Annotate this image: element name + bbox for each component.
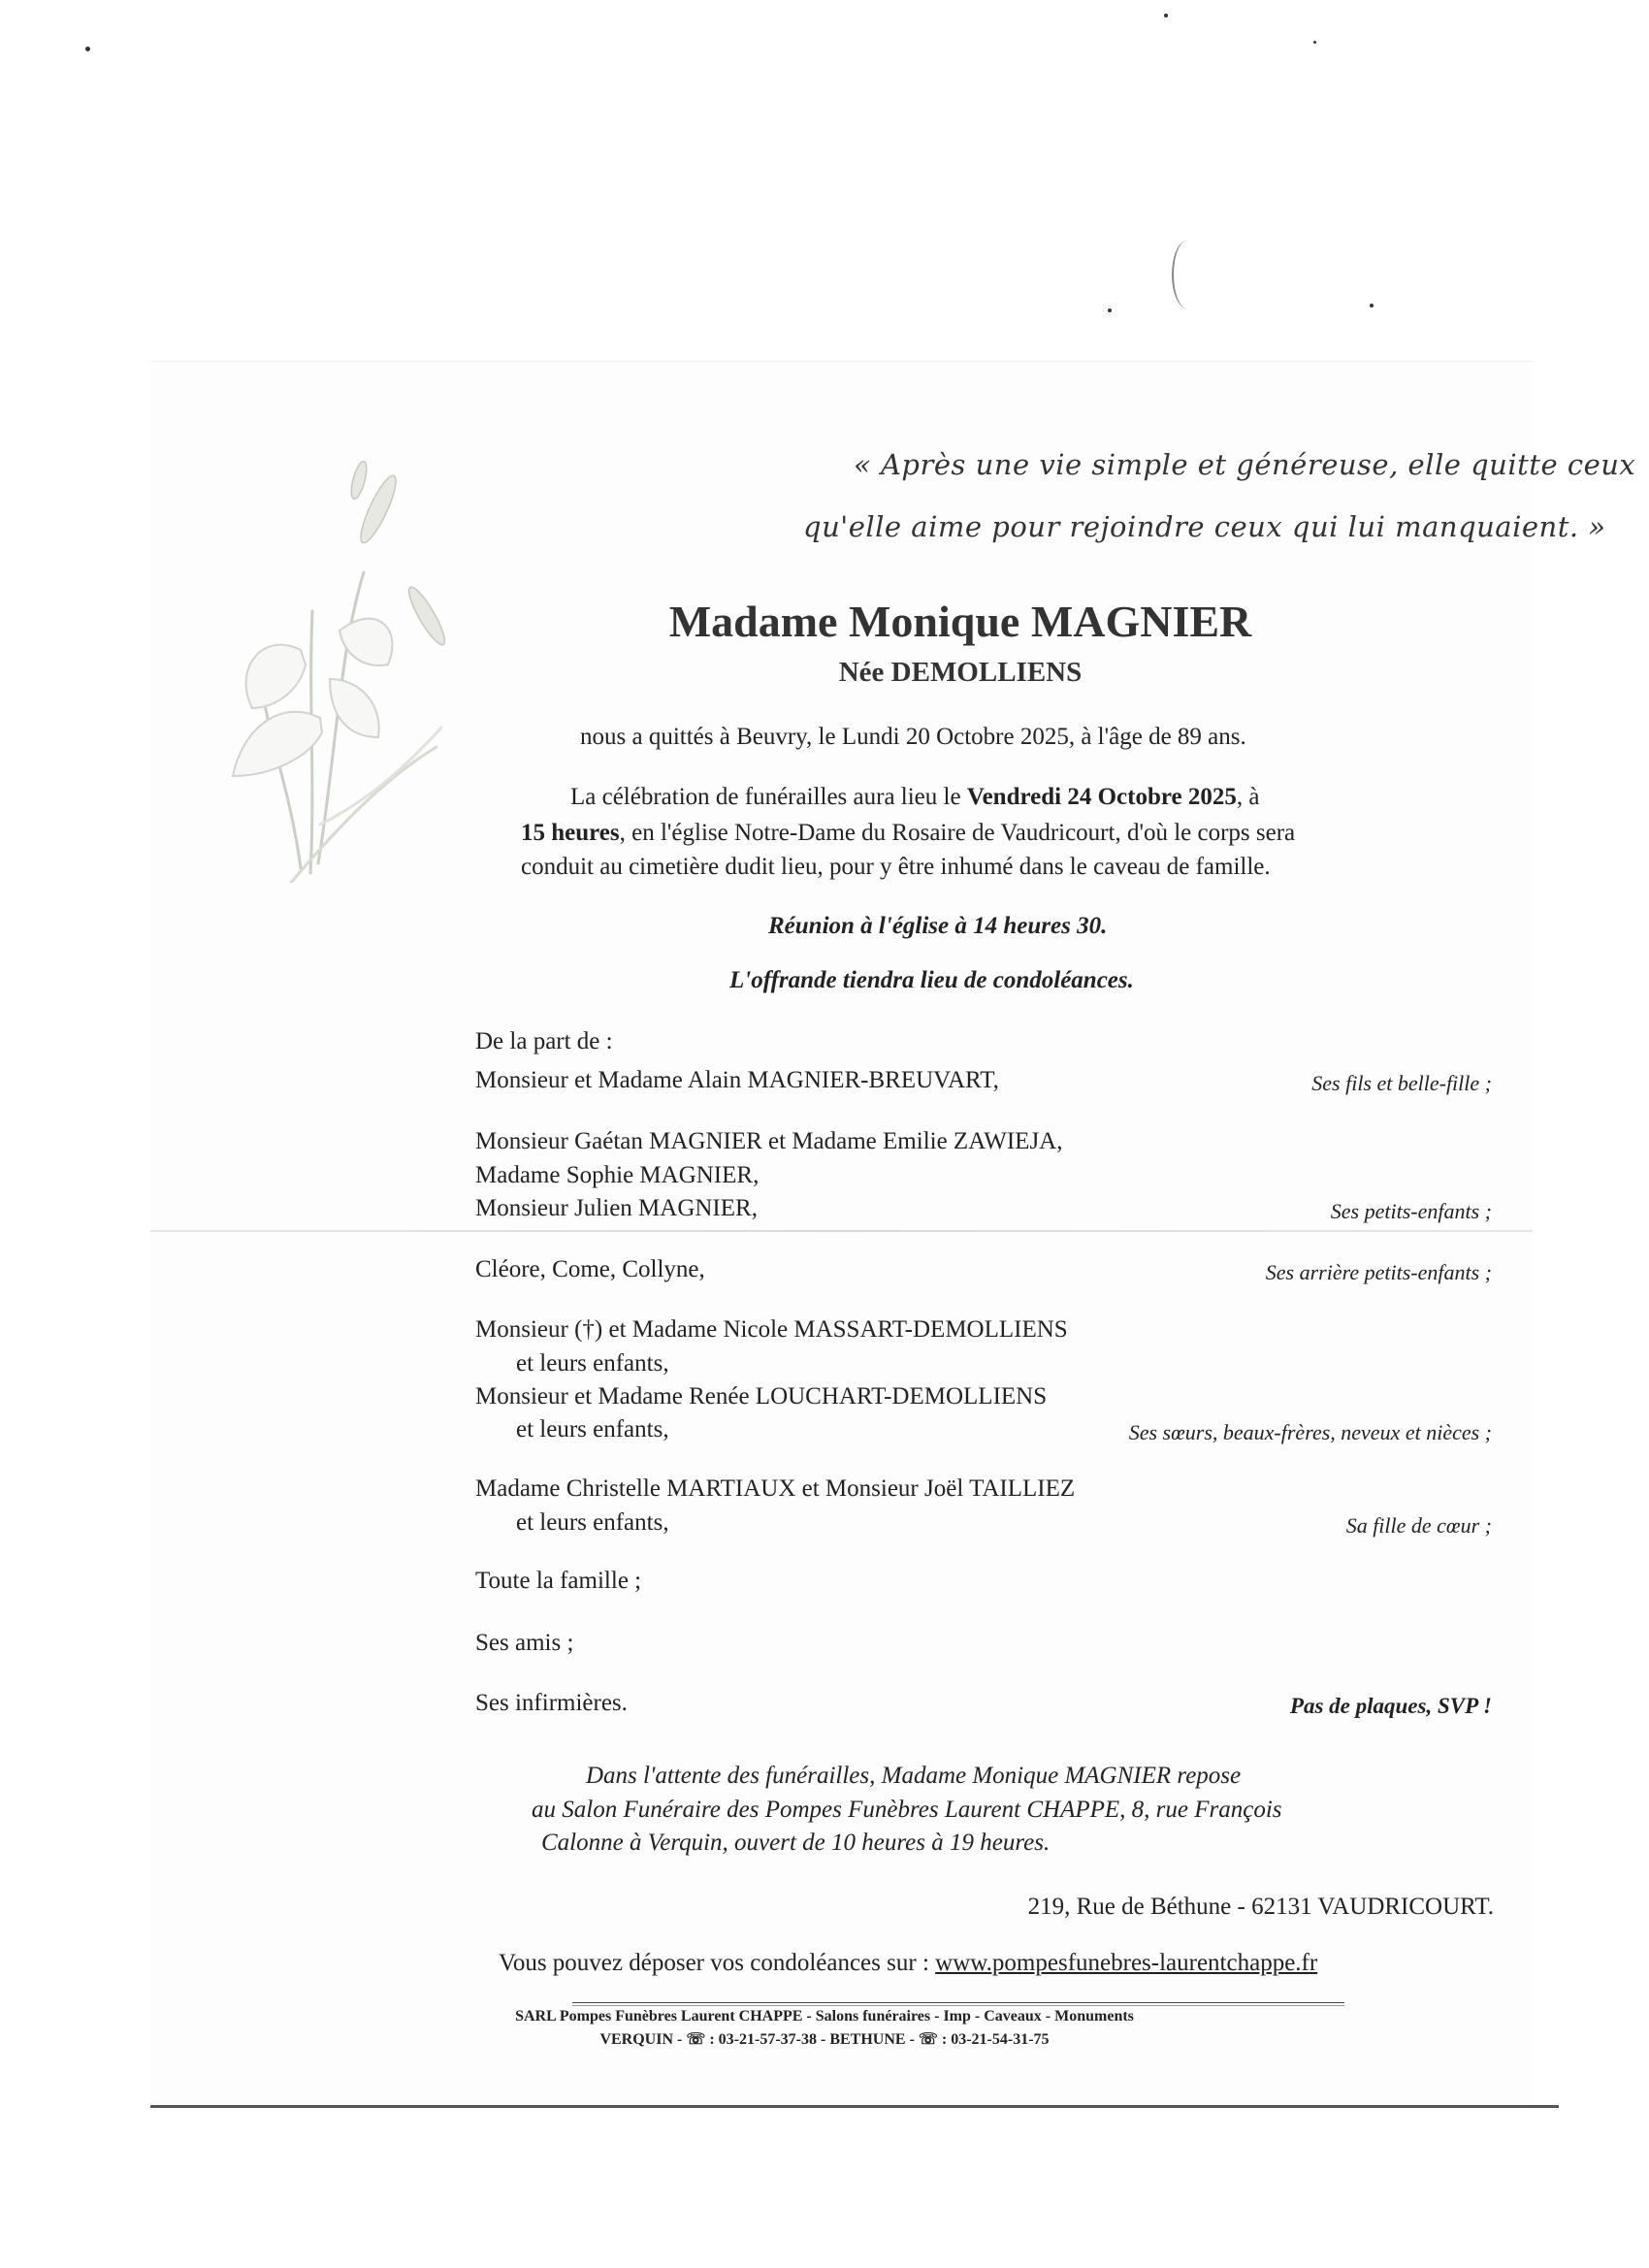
family-line: et leurs enfants, (516, 1509, 669, 1536)
announcement: nous a quittés à Beuvry, le Lundi 20 Octobre 2025, à l'âge de 89 ans. (580, 724, 1246, 750)
family-intro: De la part de : (475, 1028, 613, 1054)
family-line: Ses amis ; (475, 1630, 574, 1656)
family-line: Madame Sophie MAGNIER, (475, 1162, 760, 1188)
footer-line-2: VERQUIN - ☏ : 03-21-57-37-38 - BETHUNE - ☏ : 03-21-54-31-75 (599, 2031, 1050, 2048)
scan-speck (1313, 41, 1316, 44)
ceremony-line-1 (570, 784, 1259, 811)
footer-rule (572, 2002, 1344, 2003)
ceremony-line-3: conduit au cimetière dudit lieu, pour y être inhumé dans le caveau de famille. (521, 854, 1271, 880)
quote-line-1: « Après une vie simple et généreuse, elle quitte ceux (854, 448, 1636, 481)
scan-speck (1370, 304, 1374, 308)
scan-speck (1164, 14, 1168, 17)
meeting-note: Réunion à l'église à 14 heures 30. (768, 913, 1108, 939)
address: 219, Rue de Béthune - 62131 VAUDRICOURT. (1027, 1894, 1494, 1920)
family-line: Toute la famille ; (475, 1568, 642, 1594)
family-line: Cléore, Come, Collyne, (475, 1256, 705, 1282)
birth-name: Née DEMOLLIENS (838, 657, 1083, 688)
ceremony-line-2 (521, 820, 1295, 847)
family-role: Ses arrière petits-enfants ; (1265, 1260, 1492, 1284)
family-line: Monsieur et Madame Renée LOUCHART-DEMOLLIENS (475, 1383, 1048, 1409)
bottom-divider (150, 2105, 1559, 2108)
family-role: Ses sœurs, beaux-frères, neveux et nièces ; (1128, 1420, 1492, 1444)
ceremony-date: Vendredi 24 Octobre 2025 (966, 784, 1237, 810)
ceremony-text: , à (1236, 784, 1260, 810)
family-line: Monsieur Julien MAGNIER, (475, 1195, 758, 1221)
fold-line (150, 1230, 1533, 1232)
family-line: Ses infirmières. (475, 1690, 628, 1716)
footer-line-1: SARL Pompes Funèbres Laurent CHAPPE - Salons funéraires - Imp - Caveaux - Monuments (515, 2008, 1134, 2025)
family-line: Monsieur et Madame Alain MAGNIER-BREUVART, (475, 1067, 999, 1093)
rest-line-1: Dans l'attente des funérailles, Madame Monique MAGNIER repose (586, 1763, 1242, 1789)
ceremony-time: 15 heures (521, 820, 620, 846)
condolences-link[interactable]: www.pompesfunebres-laurentchappe.fr (935, 1950, 1318, 1976)
condolences-text: Vous pouvez déposer vos condoléances sur : (499, 1950, 936, 1976)
rest-line-3: Calonne à Verquin, ouvert de 10 heures à 19 heures. (541, 1830, 1051, 1856)
scan-speck (1108, 308, 1112, 312)
quote-line-2: qu'elle aime pour rejoindre ceux qui lui manquaient. » (803, 510, 1606, 543)
footer-rule (572, 2005, 1344, 2006)
family-role: Ses fils et belle-fille ; (1311, 1071, 1492, 1095)
family-role: Sa fille de cœur ; (1345, 1513, 1492, 1538)
family-line: Monsieur (†) et Madame Nicole MASSART-DEMOLLIENS (475, 1316, 1068, 1343)
family-line: Madame Christelle MARTIAUX et Monsieur Joël TAILLIEZ (475, 1475, 1076, 1502)
ceremony-text: La célébration de funérailles aura lieu le (570, 784, 967, 810)
pen-mark (1172, 241, 1203, 308)
no-plaques-note: Pas de plaques, SVP ! (1289, 1694, 1492, 1718)
rest-line-2: au Salon Funéraire des Pompes Funèbres Laurent CHAPPE, 8, rue François (532, 1797, 1282, 1823)
condolences-line (499, 1950, 1317, 1977)
family-line: et leurs enfants, (516, 1416, 669, 1442)
family-line: Monsieur Gaétan MAGNIER et Madame Emilie ZAWIEJA, (475, 1128, 1063, 1154)
deceased-name: Madame Monique MAGNIER (668, 597, 1252, 646)
offering-note: L'offrande tiendra lieu de condoléances. (729, 967, 1134, 993)
scan-speck (85, 47, 90, 51)
family-line: et leurs enfants, (516, 1350, 669, 1377)
ceremony-text: , en l'église Notre-Dame du Rosaire de Vaudricourt, d'où le corps sera (619, 820, 1296, 846)
family-role: Ses petits-enfants ; (1330, 1199, 1492, 1223)
